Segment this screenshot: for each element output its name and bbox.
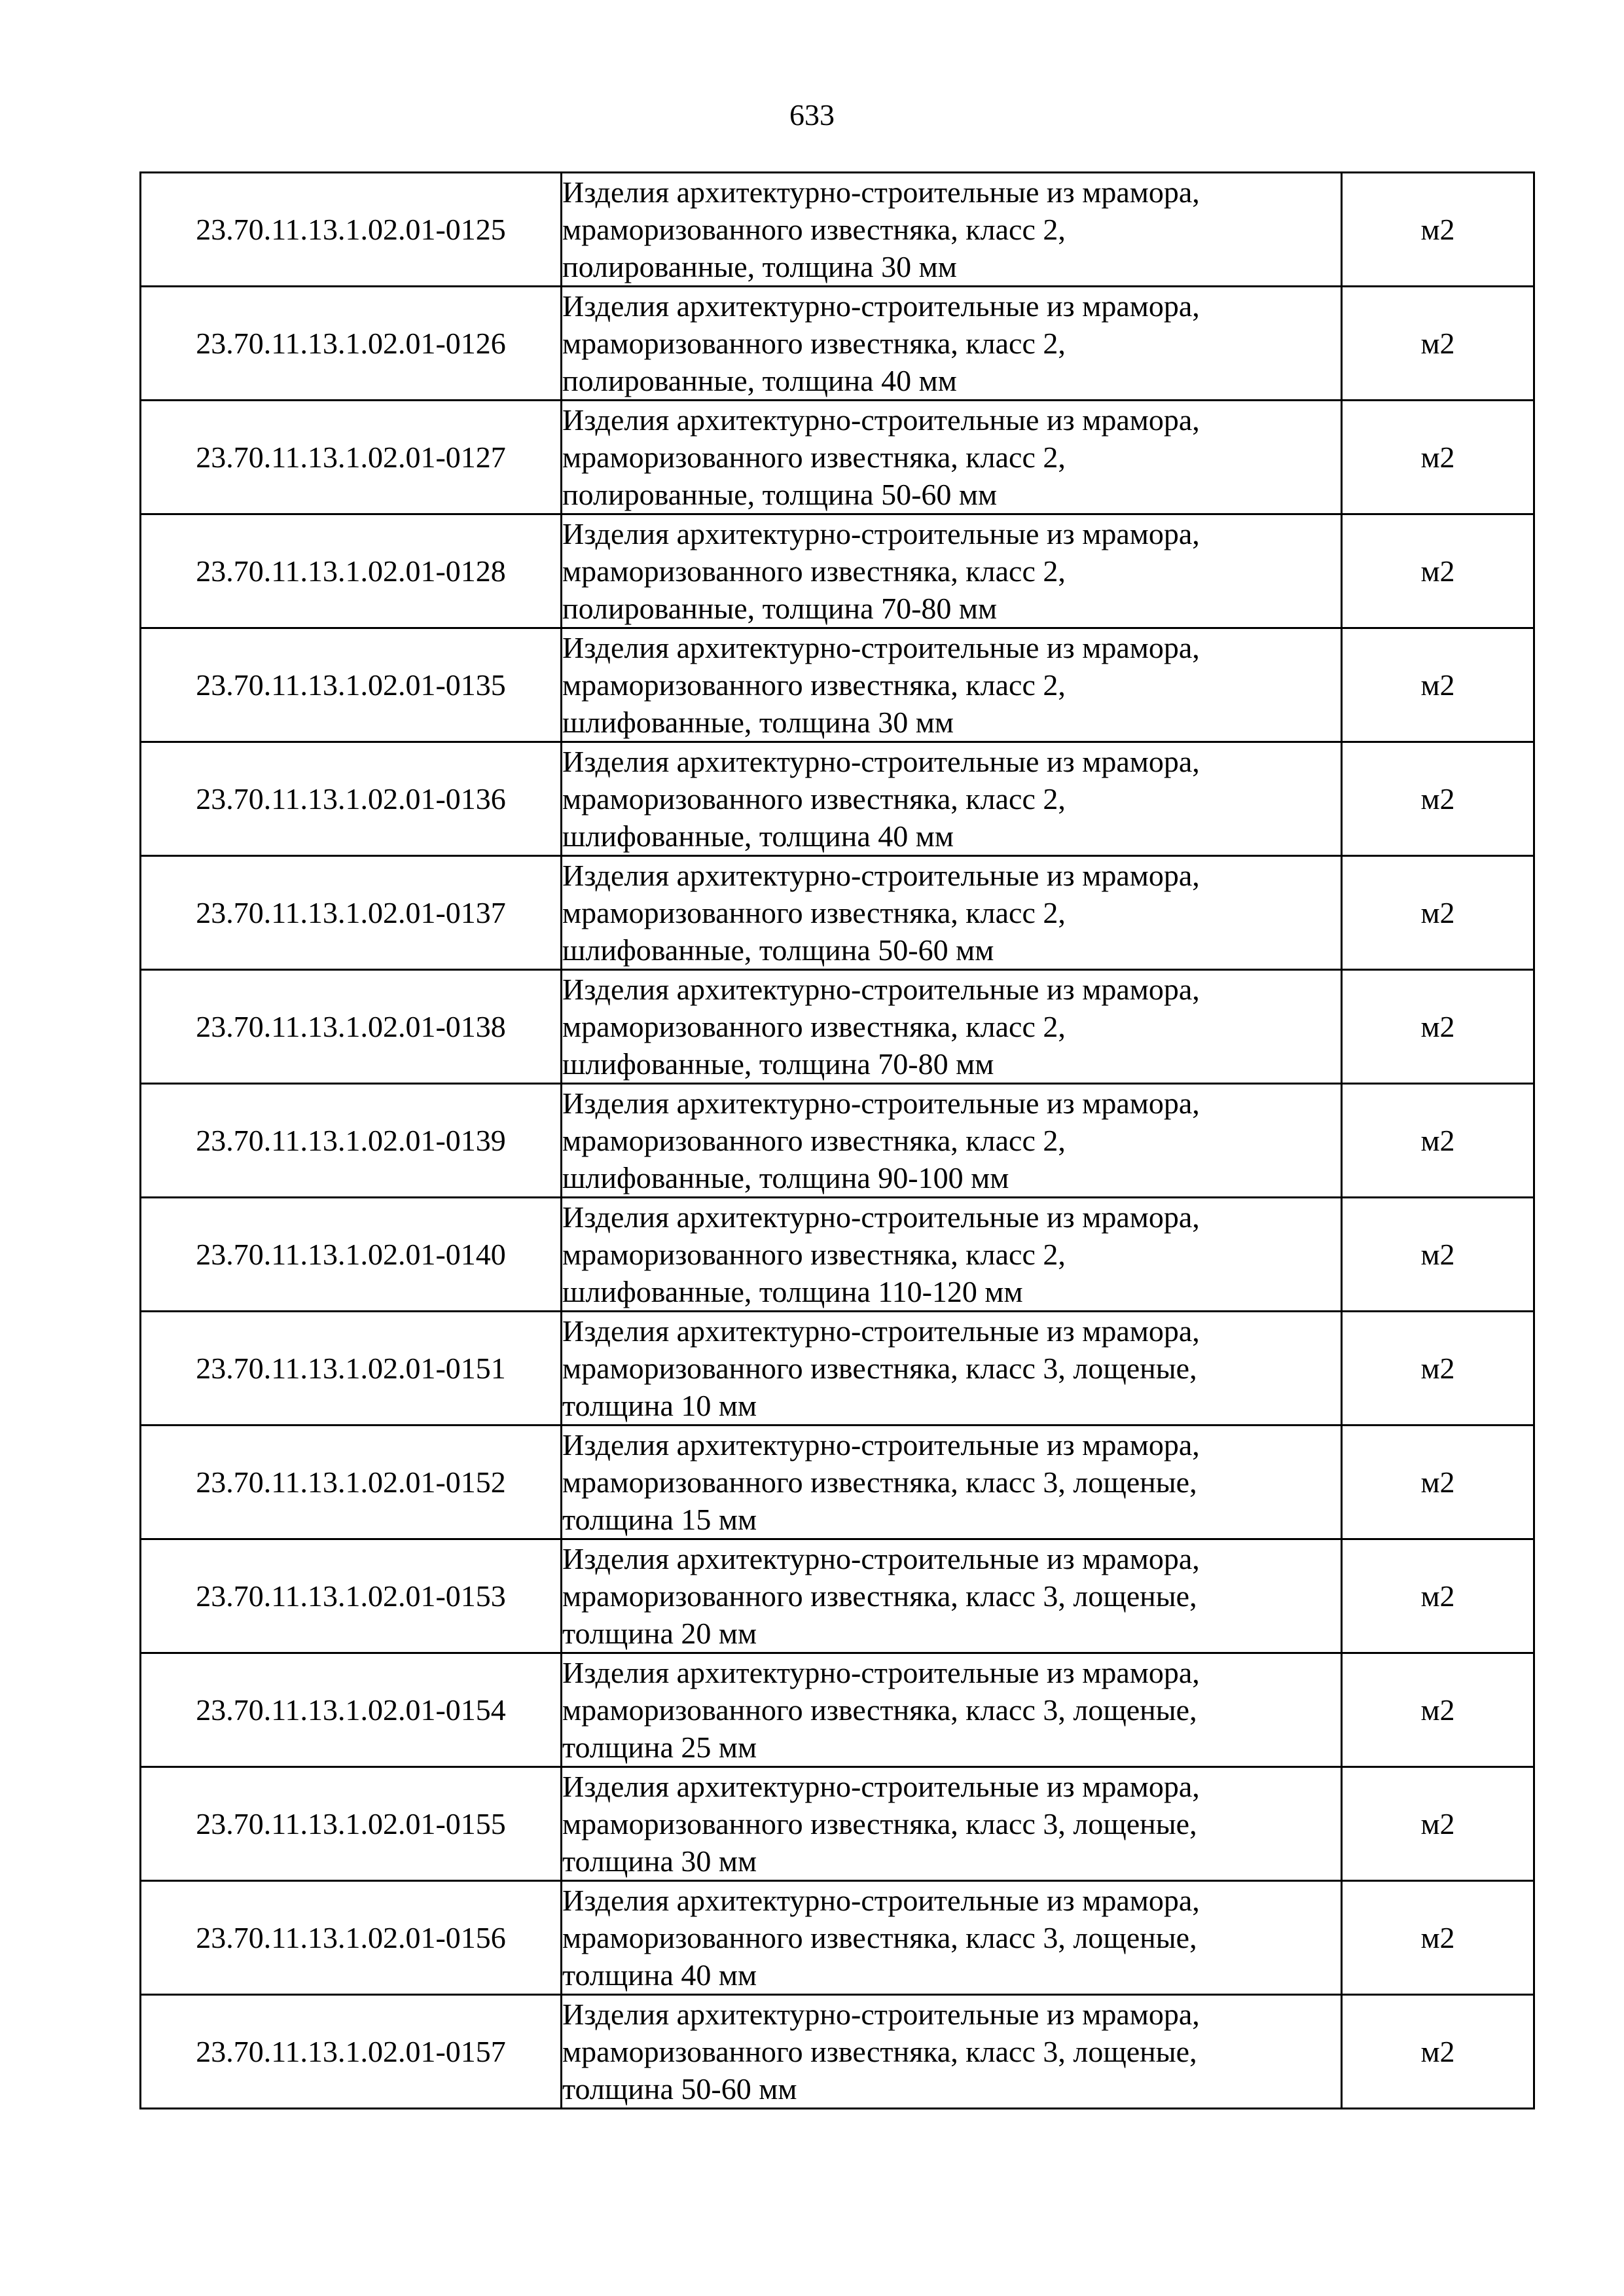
item-code: 23.70.11.13.1.02.01-0140 (141, 1198, 562, 1312)
page-number: 633 (789, 98, 835, 132)
items-table (139, 171, 1535, 2109)
table-row (141, 1995, 1534, 2109)
item-description (562, 742, 1342, 856)
item-description-line: шлифованные, толщина 90-100 мм (562, 1161, 1009, 1194)
item-unit: м2 (1342, 1084, 1534, 1198)
item-description-line: шлифованные, толщина 50-60 мм (562, 933, 994, 967)
table-row (141, 1084, 1534, 1198)
item-description (562, 970, 1342, 1084)
item-description-line: толщина 20 мм (562, 1617, 757, 1650)
item-description-line: шлифованные, толщина 110-120 мм (562, 1275, 1023, 1308)
item-unit: м2 (1342, 287, 1534, 401)
item-description-line: полированные, толщина 50-60 мм (562, 478, 998, 511)
item-unit: м2 (1342, 856, 1534, 970)
item-description (562, 1312, 1342, 1426)
item-description-line: полированные, толщина 70-80 мм (562, 592, 998, 625)
item-description-line: Изделия архитектурно-строительные из мрамора, (562, 517, 1200, 550)
item-description-line: мраморизованного известняка, класс 3, лощеные, (562, 1579, 1197, 1613)
item-description (562, 1539, 1342, 1653)
item-unit: м2 (1342, 514, 1534, 628)
item-unit: м2 (1342, 1198, 1534, 1312)
item-description-line: мраморизованного известняка, класс 3, лощеные, (562, 2035, 1197, 2068)
item-code: 23.70.11.13.1.02.01-0138 (141, 970, 562, 1084)
item-description (562, 1198, 1342, 1312)
item-code: 23.70.11.13.1.02.01-0125 (141, 173, 562, 287)
items-table-body (141, 173, 1534, 2109)
table-row (141, 287, 1534, 401)
item-unit: м2 (1342, 628, 1534, 742)
item-description-line: мраморизованного известняка, класс 3, лощеные, (562, 1693, 1197, 1727)
item-unit: м2 (1342, 1539, 1534, 1653)
item-description-line: мраморизованного известняка, класс 2, (562, 440, 1066, 474)
item-description-line: Изделия архитектурно-строительные из мрамора, (562, 1770, 1200, 1803)
item-unit: м2 (1342, 401, 1534, 514)
item-code: 23.70.11.13.1.02.01-0126 (141, 287, 562, 401)
item-unit: м2 (1342, 970, 1534, 1084)
item-code: 23.70.11.13.1.02.01-0154 (141, 1653, 562, 1767)
item-code: 23.70.11.13.1.02.01-0152 (141, 1426, 562, 1539)
item-description-line: Изделия архитектурно-строительные из мрамора, (562, 1998, 1200, 2031)
item-unit: м2 (1342, 1312, 1534, 1426)
table-row (141, 1539, 1534, 1653)
item-description-line: Изделия архитектурно-строительные из мрамора, (562, 403, 1200, 437)
item-description-line: толщина 25 мм (562, 1731, 757, 1764)
item-description-line: Изделия архитектурно-строительные из мрамора, (562, 631, 1200, 664)
item-description-line: мраморизованного известняка, класс 2, (562, 327, 1066, 360)
item-description-line: мраморизованного известняка, класс 3, лощеные, (562, 1921, 1197, 1954)
item-description-line: Изделия архитектурно-строительные из мрамора, (562, 1884, 1200, 1917)
item-unit: м2 (1342, 173, 1534, 287)
item-code: 23.70.11.13.1.02.01-0155 (141, 1767, 562, 1881)
item-description-line: мраморизованного известняка, класс 2, (562, 1238, 1066, 1271)
item-description (562, 856, 1342, 970)
item-description-line: мраморизованного известняка, класс 3, лощеные, (562, 1465, 1197, 1499)
item-description-line: Изделия архитектурно-строительные из мрамора, (562, 175, 1200, 209)
table-row (141, 1312, 1534, 1426)
item-code: 23.70.11.13.1.02.01-0151 (141, 1312, 562, 1426)
item-description-line: Изделия архитектурно-строительные из мрамора, (562, 745, 1200, 778)
table-row (141, 173, 1534, 287)
item-code: 23.70.11.13.1.02.01-0153 (141, 1539, 562, 1653)
item-description (562, 1881, 1342, 1995)
item-code: 23.70.11.13.1.02.01-0156 (141, 1881, 562, 1995)
item-description (562, 401, 1342, 514)
item-description (562, 1084, 1342, 1198)
item-description-line: шлифованные, толщина 30 мм (562, 706, 954, 739)
item-description-line: толщина 10 мм (562, 1389, 757, 1422)
item-unit: м2 (1342, 1995, 1534, 2109)
item-description (562, 287, 1342, 401)
item-description-line: толщина 30 мм (562, 1844, 757, 1878)
item-description (562, 1995, 1342, 2109)
item-description-line: мраморизованного известняка, класс 2, (562, 896, 1066, 929)
table-row (141, 1767, 1534, 1881)
item-unit: м2 (1342, 1881, 1534, 1995)
table-row (141, 1653, 1534, 1767)
item-description-line: Изделия архитектурно-строительные из мрамора, (562, 289, 1200, 323)
table-row (141, 856, 1534, 970)
item-description (562, 1653, 1342, 1767)
item-description-line: Изделия архитектурно-строительные из мрамора, (562, 859, 1200, 892)
item-description-line: мраморизованного известняка, класс 2, (562, 1124, 1066, 1157)
item-code: 23.70.11.13.1.02.01-0128 (141, 514, 562, 628)
table-row (141, 1426, 1534, 1539)
item-description-line: мраморизованного известняка, класс 2, (562, 213, 1066, 246)
item-code: 23.70.11.13.1.02.01-0139 (141, 1084, 562, 1198)
item-description-line: Изделия архитектурно-строительные из мрамора, (562, 973, 1200, 1006)
item-description (562, 173, 1342, 287)
table-row (141, 970, 1534, 1084)
item-description (562, 628, 1342, 742)
table-row (141, 514, 1534, 628)
item-description-line: мраморизованного известняка, класс 2, (562, 668, 1066, 702)
item-description-line: мраморизованного известняка, класс 2, (562, 782, 1066, 816)
item-unit: м2 (1342, 1653, 1534, 1767)
table-row (141, 1198, 1534, 1312)
item-description-line: Изделия архитектурно-строительные из мрамора, (562, 1656, 1200, 1689)
item-description-line: Изделия архитектурно-строительные из мрамора, (562, 1200, 1200, 1234)
item-unit: м2 (1342, 1426, 1534, 1539)
item-description-line: толщина 50-60 мм (562, 2072, 797, 2106)
item-description-line: толщина 40 мм (562, 1958, 757, 1992)
table-row (141, 401, 1534, 514)
item-description-line: Изделия архитектурно-строительные из мрамора, (562, 1428, 1200, 1462)
item-code: 23.70.11.13.1.02.01-0127 (141, 401, 562, 514)
item-code: 23.70.11.13.1.02.01-0135 (141, 628, 562, 742)
item-description-line: полированные, толщина 40 мм (562, 364, 957, 397)
item-code: 23.70.11.13.1.02.01-0136 (141, 742, 562, 856)
table-row (141, 742, 1534, 856)
item-description-line: мраморизованного известняка, класс 3, лощеные, (562, 1352, 1197, 1385)
item-description-line: Изделия архитектурно-строительные из мрамора, (562, 1542, 1200, 1575)
item-description-line: Изделия архитектурно-строительные из мрамора, (562, 1314, 1200, 1348)
item-description (562, 1426, 1342, 1539)
item-description-line: мраморизованного известняка, класс 3, лощеные, (562, 1807, 1197, 1840)
item-description (562, 514, 1342, 628)
table-row (141, 628, 1534, 742)
item-description-line: полированные, толщина 30 мм (562, 250, 957, 283)
item-description-line: мраморизованного известняка, класс 2, (562, 554, 1066, 588)
table-row (141, 1881, 1534, 1995)
item-code: 23.70.11.13.1.02.01-0157 (141, 1995, 562, 2109)
item-description-line: мраморизованного известняка, класс 2, (562, 1010, 1066, 1043)
item-description (562, 1767, 1342, 1881)
item-code: 23.70.11.13.1.02.01-0137 (141, 856, 562, 970)
item-description-line: шлифованные, толщина 40 мм (562, 819, 954, 853)
item-unit: м2 (1342, 1767, 1534, 1881)
item-description-line: толщина 15 мм (562, 1503, 757, 1536)
item-description-line: Изделия архитектурно-строительные из мрамора, (562, 1086, 1200, 1120)
item-description-line: шлифованные, толщина 70-80 мм (562, 1047, 994, 1081)
item-unit: м2 (1342, 742, 1534, 856)
